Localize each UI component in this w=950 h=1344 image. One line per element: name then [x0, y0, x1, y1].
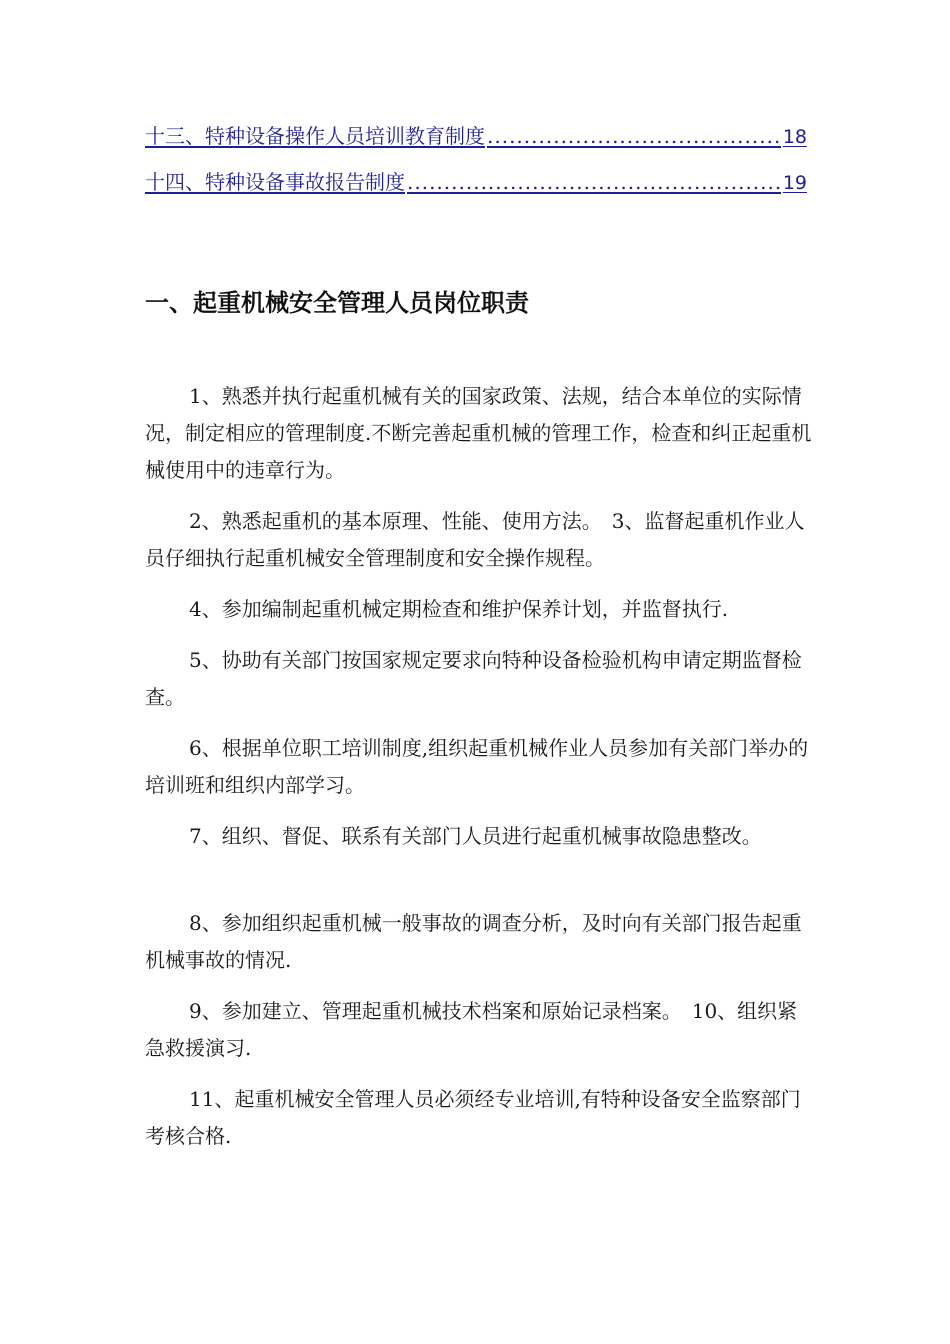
duty-paragraph-6: 6、根据单位职工培训制度,组织起重机械作业人员参加有关部门举办的培训班和组织内部学习。: [145, 736, 809, 797]
table-of-contents: [145, 120, 807, 212]
duty-paragraph-7: 7、组织、督促、联系有关部门人员进行起重机械事故隐患整改。: [189, 824, 762, 848]
duty-paragraph-2: 2、熟悉起重机的基本原理、性能、使用方法。 3、监督起重机作业人员仔细执行起重机械安全管理制度和安全操作规程。: [145, 509, 805, 570]
duty-paragraph-11: 11、起重机械安全管理人员必须经专业培训,有特种设备安全监察部门考核合格.: [145, 1087, 801, 1148]
duty-paragraph-5: 5、协助有关部门按国家规定要求向特种设备检验机构申请定期监督检查。: [145, 648, 802, 709]
toc-entry-14[interactable]: [145, 166, 807, 212]
toc-leader-dots: [487, 124, 781, 148]
duty-paragraph-1: 1、熟悉并执行起重机械有关的国家政策、法规，结合本单位的实际情况，制定相应的管理制度.不断完善起重机械的管理工作，检查和纠正起重机械使用中的违章行为。: [145, 384, 812, 482]
duty-list: [145, 378, 815, 1169]
toc-entry-page-number[interactable]: 19: [782, 172, 807, 194]
duty-paragraph-9: 9、参加建立、管理起重机械技术档案和原始记录档案。 10、组织紧急救援演习.: [145, 999, 798, 1060]
toc-entry-13[interactable]: [145, 120, 807, 166]
duty-paragraph-8: 8、参加组织起重机械一般事故的调查分析，及时向有关部门报告起重机械事故的情况.: [145, 911, 802, 972]
toc-entry-title[interactable]: 十四、特种设备事故报告制度: [145, 170, 405, 194]
toc-leader-dots: [407, 170, 781, 194]
toc-entry-title[interactable]: 十三、特种设备操作人员培训教育制度: [145, 124, 485, 148]
duty-paragraph-4: 4、参加编制起重机械定期检查和维护保养计划，并监督执行.: [189, 597, 729, 621]
toc-entry-page-number[interactable]: 18: [782, 126, 807, 148]
section-heading: 一、起重机械安全管理人员岗位职责: [145, 289, 529, 317]
